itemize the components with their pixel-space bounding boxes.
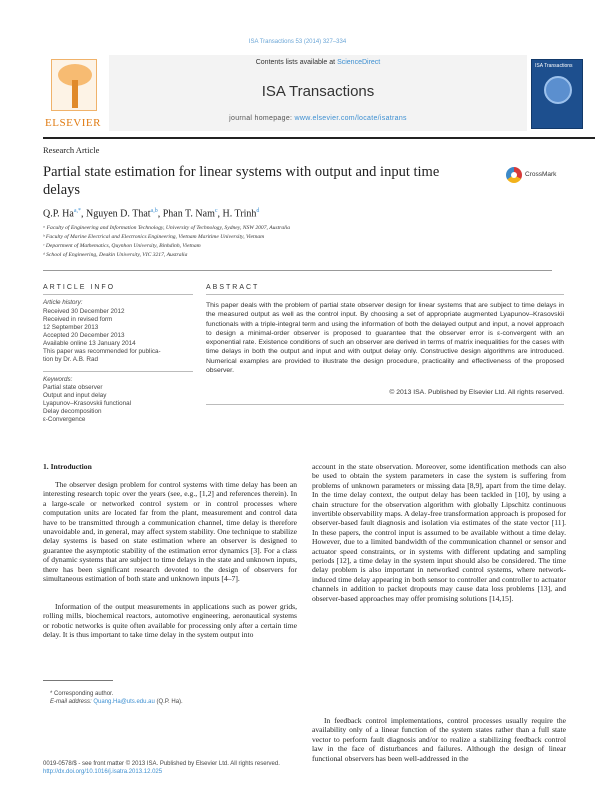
history-item: Received 30 December 2012 — [43, 308, 125, 315]
divider — [43, 294, 193, 295]
keywords-label: Keywords: — [43, 376, 73, 383]
homepage-line: journal homepage: www.elsevier.com/locate/isatrans — [229, 115, 407, 122]
email-link[interactable]: Quang.Ha@uts.edu.au — [93, 699, 155, 705]
intro-left-paragraph-2: Information of the output measurements in applications such as power grids, rolling mills, biochemical reactors, automotive engineering, aeronautical systems or robotic networks is quite often available for processing only after a certain time delay. It is thus important to take time delay in the system output into — [43, 602, 297, 640]
journal-banner — [109, 55, 527, 131]
header-divider — [43, 137, 595, 139]
article-type: Research Article — [43, 145, 100, 155]
author-list: Q.P. $Ha^{a,*}$, Nguyen D. That$^{a,b}$, Phan T. Nam$^c$, H. Trinh$^d$ — [43, 208, 260, 220]
history-item: Available online 13 January 2014 — [43, 340, 136, 347]
issn-line: 0019-0578/$ - see front matter © 2013 ISA. Published by Elsevier Ltd. All rights reserved. — [43, 761, 280, 767]
history-item: This paper was recommended for publica- — [43, 348, 161, 355]
keyword: Lyapunov–Krasovskii functional — [43, 400, 131, 407]
copyright-line: © 2013 ISA. Published by Elsevier Ltd. All rights reserved. — [389, 389, 564, 396]
footnote-divider — [43, 680, 113, 681]
intro-right-paragraph-1: account in the state observation. Moreover, some identification methods can also be used to obtain the system parameters in case the system is suffering from problems of unknown parameters or missing data [8,9], apart from the time delay. In the time delay context, the output delay has been tackled in [10], by using a chain structure for the observation algorithm with globally Lipschitz continuous invertible observability maps. A delay-free transformation approach is proposed for observer-based fault diagnosis and isolation via estimates of the state vector [11]. In these papers, the control input is assumed to be available without a time delay. However, due to a limited bandwidth of the communication channel or sensor and actuator speed constraints, or in systems with different updating and sampling periods [12], a time delay in the system input should also be considered. The time delay problem is also important in networked control systems, where network-induced time delay appearing in both sensor to controller and controller to actuator channels in addition to packet dropouts may cause data loss problems [13], and observer-based approaches may offer promising solutions [14,15]. — [312, 462, 566, 603]
keyword: ε-Convergence — [43, 416, 86, 423]
history-label: Article history: — [43, 299, 83, 306]
divider — [43, 270, 552, 271]
section-heading-introduction: 1. Introduction — [43, 462, 92, 471]
affiliation: ᶜ Department of Mathematics, Quynhon University, Binhdinh, Vietnam — [43, 243, 201, 249]
sciencedirect-link[interactable]: ScienceDirect — [337, 59, 381, 66]
elsevier-logo — [43, 55, 103, 131]
doi-link[interactable]: http://dx.doi.org/10.1016/j.isatra.2013.12.025 — [43, 769, 163, 775]
publisher-name: ELSEVIER — [45, 117, 101, 129]
homepage-link[interactable]: www.elsevier.com/locate/isatrans — [294, 115, 407, 122]
article-info-heading: ARTICLE INFO — [43, 284, 116, 291]
cover-graphic — [544, 76, 572, 104]
abstract-heading: ABSTRACT — [206, 284, 260, 291]
affiliation: ᵇ Faculty of Marine Electrical and Electronics Engineering, Vietnam Maritime University, Vietnam — [43, 234, 265, 240]
intro-left-paragraph-1: The observer design problem for control systems with time delay has been an interesting research topic over the years (see, e.g., [1,2] and references therein). In a large-scale or networked control system or in control processes where computation units are located far from the plant, measurement and control data have to be transmitted through a communication channel, time delay is therefore unavoidable and, in general, may affect system stability. One technique to stabilize delay systems is based on state estimation where an observer is designed to guarantee the asymptotic stability of the estimation error dynamics [3]. For a class of dynamic systems that are subject to time delays in the state and unknown inputs, there has been significant research devoted to the design of observers for simultaneous estimation of both state and unknown inputs [4–7]. — [43, 480, 297, 584]
crossmark-icon — [506, 167, 522, 183]
history-item: Accepted 20 December 2013 — [43, 332, 125, 339]
journal-header — [43, 55, 595, 133]
keyword: Delay decomposition — [43, 408, 102, 415]
keyword: Output and input delay — [43, 392, 107, 399]
keyword: Partial state observer — [43, 384, 103, 391]
history-item: tion by Dr. A.B. Rad — [43, 356, 98, 363]
affiliation: ᵃ Faculty of Engineering and Information Technology, University of Technology, Sydney, NSW 2007, Australia — [43, 225, 291, 231]
divider — [206, 404, 564, 405]
divider — [43, 371, 193, 372]
journal-title: ISA Transactions — [261, 83, 375, 100]
elsevier-tree-icon — [51, 59, 97, 111]
crossmark-badge[interactable]: CrossMark — [506, 167, 566, 185]
email-line: E-mail address: Quang.Ha@uts.edu.au (Q.P. Ha). — [50, 699, 183, 705]
journal-cover-image: ISA Transactions — [531, 59, 583, 129]
affiliation: ᵈ School of Engineering, Deakin University, VIC 3217, Australia — [43, 252, 188, 258]
journal-citation-header: ISA Transactions 53 (2014) 327–334 — [248, 39, 347, 45]
history-item: 12 September 2013 — [43, 324, 99, 331]
article-title: Partial state estimation for linear systems with output and input time delays — [43, 164, 440, 198]
history-item: Received in revised form — [43, 316, 113, 323]
divider — [206, 294, 564, 295]
intro-right-paragraph-2: In feedback control implementations, control processes usually require the availability only of a linear function of the system states rather than a full state vector to perform fault diagnosis and/or to realize a stabilizing feedback control law in the face of disturbances and failures. Although the design of linear functional observers has been well-addressed in the — [312, 716, 566, 763]
corresponding-author-note: * Corresponding author. — [50, 691, 114, 697]
abstract-text: This paper deals with the problem of partial state observer design for linear systems that are subject to time delays in the measured output as well as the control input. By choosing a set of appropriate augmented Lyapunov–Krasovskii functionals with a triple-integral term and using the information of both the delayed output and input, a novel approach to design a minimal-order observer is proposed to guarantee that the observer error is ε-convergent with an exponential rate. Existence conditions of such an observer are derived in terms of matrix inequalities for the cases with time delays in both the output and input and with output delay only. Constructive design algorithms are introduced. Numerical examples are provided to illustrate the design procedure, practicality and effectiveness of the proposed observer. — [206, 302, 564, 375]
contents-line: Contents lists available at ScienceDirect — [255, 59, 381, 66]
